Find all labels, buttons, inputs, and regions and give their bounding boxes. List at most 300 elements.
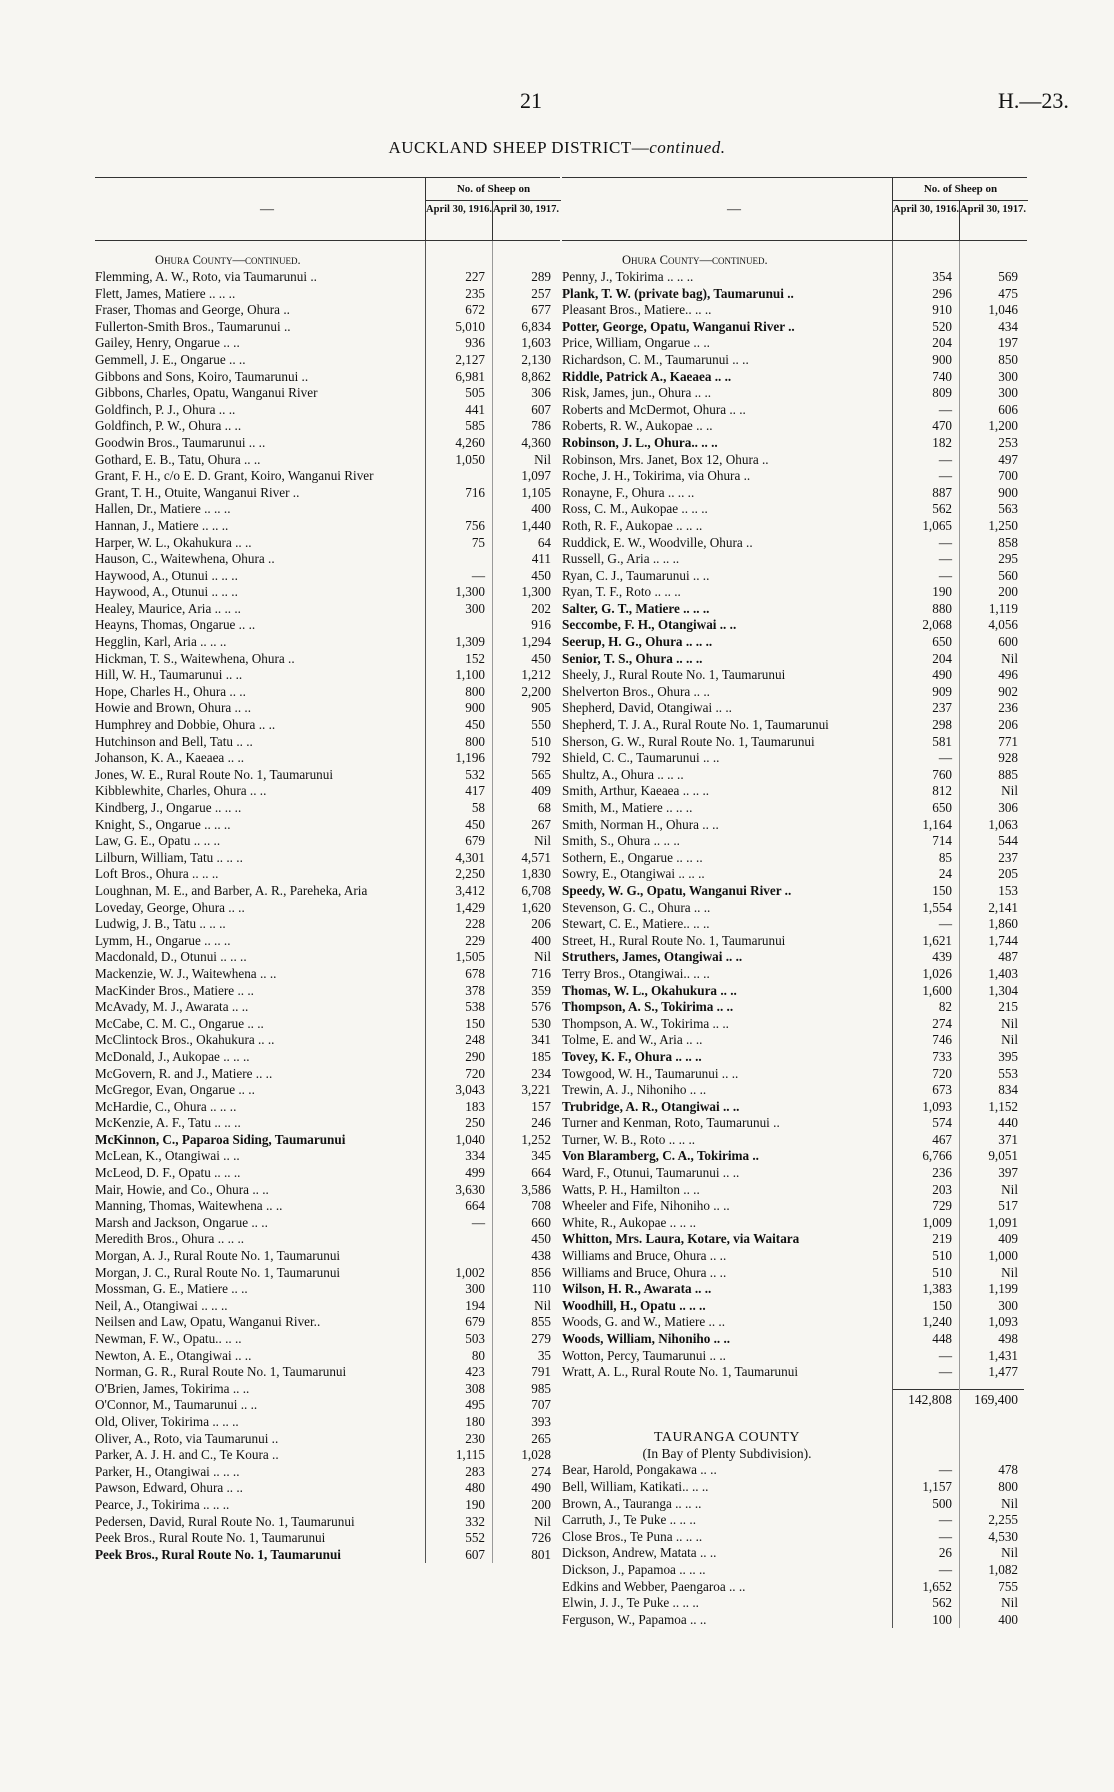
count-1917: 234 [531, 1065, 551, 1081]
count-1917: 1,212 [521, 667, 551, 683]
count-1916: — [938, 401, 952, 417]
count-1916: 740 [932, 368, 952, 384]
count-1916: — [471, 567, 485, 583]
holder-name: Grant, F. H., c/o E. D. Grant, Koiro, Wanganui River [95, 468, 374, 484]
table-row [95, 949, 560, 966]
holder-name: McGovern, R. and J., Matiere .. .. [95, 1065, 273, 1081]
holder-name: Williams and Bruce, Ohura .. .. [562, 1248, 727, 1264]
count-1916: 574 [932, 1115, 952, 1131]
holder-name: Goodwin Bros., Taumarunui .. .. [95, 434, 266, 450]
count-1917: 450 [531, 650, 551, 666]
holder-name: Gothard, E. B., Tatu, Ohura .. .. [95, 451, 261, 467]
holder-name: Von Blaramberg, C. A., Tokirima .. [562, 1148, 759, 1164]
count-1917: 1,082 [988, 1561, 1018, 1577]
table-row [562, 983, 1027, 1000]
count-1917: 306 [998, 800, 1018, 815]
count-1917: 885 [998, 766, 1018, 782]
count-1916: 100 [932, 1611, 952, 1627]
table-row [95, 352, 560, 369]
holder-name: Russell, G., Aria .. .. .. [562, 551, 680, 567]
count-1916: 1,115 [455, 1447, 485, 1463]
count-1917: 341 [531, 1032, 551, 1048]
count-1916: 679 [465, 833, 485, 849]
table-row [95, 1115, 560, 1132]
table-row [95, 1082, 560, 1099]
table-row [562, 1132, 1027, 1149]
holder-name: Loft Bros., Ohura .. .. .. [95, 866, 219, 882]
holder-name: Hickman, T. S., Waitewhena, Ohura .. [95, 650, 295, 666]
table-row [562, 800, 1027, 817]
table-row [95, 983, 560, 1000]
count-1917: 345 [531, 1148, 551, 1164]
count-1916 [425, 617, 491, 634]
table-row [562, 302, 1027, 319]
count-1916: 673 [932, 1082, 952, 1098]
table-row [562, 1479, 1027, 1496]
count-1917: 2,130 [521, 351, 551, 367]
count-1916: 190 [465, 1496, 485, 1512]
table-row [562, 1231, 1027, 1248]
holder-name: Jones, W. E., Rural Route No. 1, Taumarunui [95, 766, 334, 782]
table-row [95, 1464, 560, 1481]
table-row [562, 1032, 1027, 1049]
table-row [95, 1414, 560, 1431]
count-1916: 1,093 [922, 1098, 952, 1114]
holder-name: Woodhill, H., Opatu .. .. .. [562, 1297, 706, 1313]
count-1917: 2,141 [988, 899, 1018, 915]
count-1917: 295 [998, 551, 1018, 567]
table-row [562, 452, 1027, 469]
count-1916: 880 [932, 600, 952, 616]
count-1916: 4,260 [455, 434, 485, 450]
table-row [562, 700, 1027, 717]
count-1916: 3,412 [455, 882, 485, 898]
holder-name: Risk, James, jun., Ohura .. .. [562, 385, 712, 401]
table-row [95, 684, 560, 701]
holder-name: Sothern, E., Ongarue .. .. .. [562, 849, 703, 865]
table-row [95, 551, 560, 568]
holder-name: Roberts and McDermot, Ohura .. .. [562, 401, 746, 417]
table-row [562, 369, 1027, 386]
count-1916: 1,196 [455, 750, 485, 766]
holder-name: Elwin, J. J., Te Puke .. .. .. [562, 1595, 699, 1611]
holder-name: Woods, William, Nihoniho .. .. [562, 1331, 731, 1346]
count-1917: Nil [1001, 1181, 1018, 1197]
count-1917: 1,477 [988, 1364, 1018, 1380]
table-row [562, 1182, 1027, 1199]
count-1917: 569 [998, 269, 1018, 284]
holder-name: Williams and Bruce, Ohura .. .. [562, 1264, 727, 1280]
count-1916: — [938, 1512, 952, 1528]
holder-name: Shepherd, T. J. A., Rural Route No. 1, Taumarunui [562, 717, 829, 733]
count-1917: 450 [531, 1231, 551, 1247]
holder-name: Shield, C. C., Taumarunui .. .. [562, 750, 720, 766]
table-row [95, 1148, 560, 1165]
count-1917: 2,200 [521, 683, 551, 699]
table-row [562, 1529, 1027, 1546]
page-title: AUCKLAND SHEEP DISTRICT—continued. [388, 138, 726, 157]
count-1916: 296 [932, 285, 952, 301]
count-1917: 4,056 [988, 617, 1018, 633]
table-row [95, 651, 560, 668]
table-row [562, 1281, 1027, 1298]
count-1916 [425, 468, 491, 485]
count-1917: 496 [998, 667, 1018, 683]
holder-name: Sowry, E., Otangiwai .. .. .. [562, 866, 705, 882]
table-row [95, 634, 560, 651]
holder-name: MacKinder Bros., Matiere .. .. [95, 982, 254, 998]
count-1917: 498 [998, 1331, 1018, 1346]
count-1917: 6,708 [521, 882, 551, 898]
table-row [562, 1016, 1027, 1033]
year-1917-header: April 30, 1917. [959, 200, 1026, 240]
holder-name: Speedy, W. G., Opatu, Wanganui River .. [562, 882, 792, 898]
count-1917: 544 [998, 833, 1018, 849]
count-1917: Nil [1001, 650, 1018, 666]
count-1917: 64 [537, 534, 551, 550]
count-1916: 152 [465, 650, 485, 666]
table-row [562, 269, 1027, 286]
count-1917: 289 [531, 269, 551, 284]
count-1917: 110 [531, 1281, 551, 1297]
count-1916: 4,301 [455, 849, 485, 865]
count-1917: 834 [998, 1082, 1018, 1098]
count-1917: 1,000 [988, 1248, 1018, 1264]
count-1916: 204 [932, 650, 952, 666]
count-1916: 650 [932, 634, 952, 650]
holder-name: Gailey, Henry, Ongarue .. .. [95, 335, 240, 351]
count-1916: 900 [465, 700, 485, 716]
count-1916: — [938, 916, 952, 932]
holder-name: Hallen, Dr., Matiere .. .. .. [95, 501, 231, 517]
holder-name: Shultz, A., Ohura .. .. .. [562, 766, 684, 782]
holder-name: Hegglin, Karl, Aria .. .. .. [95, 634, 227, 650]
document-code: H.—23. [998, 88, 1069, 113]
count-1916: 800 [465, 683, 485, 699]
table-row [95, 767, 560, 784]
holder-name: Haywood, A., Otunui .. .. .. [95, 584, 238, 600]
count-1917: 1,830 [521, 866, 551, 882]
count-1917: 450 [531, 567, 551, 583]
count-1916: 75 [471, 534, 485, 550]
count-1917: 791 [531, 1364, 551, 1380]
holder-name: McClintock Bros., Okahukura .. .. [95, 1032, 275, 1048]
count-1917: Nil [1001, 783, 1018, 799]
table-row [95, 999, 560, 1016]
count-1916: 1,157 [922, 1478, 952, 1494]
count-1917: 801 [531, 1546, 551, 1562]
count-1917: 707 [531, 1397, 551, 1413]
holder-name: White, R., Aukopae .. .. .. [562, 1214, 697, 1230]
table-row [95, 435, 560, 452]
table-row [562, 518, 1027, 535]
holder-name: McGregor, Evan, Ongarue .. .. [95, 1082, 255, 1098]
holder-name: Roche, J. H., Tokirima, via Ohura .. [562, 468, 751, 484]
count-1917: 215 [998, 999, 1018, 1015]
count-1916: 532 [465, 766, 485, 782]
table-row [95, 1480, 560, 1497]
table-row [562, 501, 1027, 518]
count-1917: 157 [531, 1098, 551, 1114]
count-1916 [425, 1231, 491, 1248]
table-row [95, 518, 560, 535]
holder-name: Ferguson, W., Papamoa .. .. [562, 1611, 707, 1627]
table-row [95, 1447, 560, 1464]
count-1917: 1,294 [521, 634, 551, 650]
count-1917: 850 [998, 351, 1018, 367]
count-1916: 203 [932, 1181, 952, 1197]
holder-name: Manning, Thomas, Waitewhena .. .. [95, 1198, 283, 1214]
count-1916: 1,652 [922, 1578, 952, 1594]
holder-name: Plank, T. W. (private bag), Taumarunui .. [562, 285, 794, 301]
holder-name: Lymm, H., Ongarue .. .. .. [95, 932, 231, 948]
count-1916: 3,043 [455, 1082, 485, 1098]
count-1917: 257 [531, 285, 551, 301]
holder-name: Marsh and Jackson, Ongarue .. .. [95, 1214, 268, 1230]
table-row [95, 485, 560, 502]
table-row [95, 584, 560, 601]
count-1917: 1,152 [988, 1098, 1018, 1114]
holder-name: Hauson, C., Waitewhena, Ohura .. [95, 551, 275, 567]
count-1916: — [938, 534, 952, 550]
count-1916: 650 [932, 800, 952, 815]
count-1917: 236 [998, 700, 1018, 716]
count-1917: 300 [998, 1297, 1018, 1313]
table-row [95, 1132, 560, 1149]
right-table [562, 177, 1027, 1628]
table-row [95, 966, 560, 983]
count-1917: 1,046 [988, 302, 1018, 318]
table-row [95, 1348, 560, 1365]
count-1917: 395 [998, 1048, 1018, 1064]
holder-name: Newton, A. E., Otangiwai .. .. [95, 1347, 252, 1363]
table-row [562, 1496, 1027, 1513]
count-1916: 82 [938, 999, 952, 1015]
count-1917: 1,091 [988, 1214, 1018, 1230]
holder-name: Loveday, George, Ohura .. .. [95, 899, 245, 915]
table-row [562, 651, 1027, 668]
holder-name: Bear, Harold, Pongakawa .. .. [562, 1462, 717, 1478]
table-row [95, 1066, 560, 1083]
table-row [562, 900, 1027, 917]
table-header: — No. of Sheep on April 30, 1916. April 30, 1917. [95, 177, 560, 241]
table-row [95, 1281, 560, 1298]
table-row [562, 1462, 1027, 1479]
count-1917: 265 [531, 1430, 551, 1446]
count-1917: 1,620 [521, 899, 551, 915]
count-1916: — [938, 750, 952, 766]
holder-name: Robinson, J. L., Ohura.. .. .. [562, 434, 718, 450]
holder-name: Flett, James, Matiere .. .. .. [95, 285, 236, 301]
holder-name: Heayns, Thomas, Ongarue .. .. [95, 617, 256, 633]
table-row [95, 734, 560, 751]
count-1917: 279 [531, 1331, 551, 1346]
count-1917: 434 [998, 318, 1018, 334]
count-1917: Nil [1001, 1495, 1018, 1511]
count-1916: 450 [465, 717, 485, 733]
count-1916: 729 [932, 1198, 952, 1214]
count-1917: 35 [537, 1347, 551, 1363]
holder-name: Sherson, G. W., Rural Route No. 1, Taumarunui [562, 733, 815, 749]
table-row [95, 1165, 560, 1182]
table-row [562, 949, 1027, 966]
count-1916: — [938, 1561, 952, 1577]
count-1917: 1,744 [988, 932, 1018, 948]
count-1916: 423 [465, 1364, 485, 1380]
count-1916: 720 [465, 1065, 485, 1081]
count-1916: 204 [932, 335, 952, 351]
table-row [95, 418, 560, 435]
table-row [95, 1547, 560, 1564]
count-1917: 197 [998, 335, 1018, 351]
holder-name: O'Brien, James, Tokirima .. .. [95, 1380, 250, 1396]
count-1917: 4,530 [988, 1528, 1018, 1544]
count-1917: 306 [531, 385, 551, 401]
table-row [562, 1265, 1027, 1282]
count-1917: 300 [998, 385, 1018, 401]
holder-name: Ross, C. M., Aukopae .. .. .. [562, 501, 708, 517]
count-1917: 553 [998, 1065, 1018, 1081]
count-1916: 237 [932, 700, 952, 716]
count-1916: 1,100 [455, 667, 485, 683]
year-1917-header: April 30, 1917. [492, 200, 559, 240]
table-row [562, 1082, 1027, 1099]
count-1916: — [938, 1462, 952, 1478]
table-row [562, 435, 1027, 452]
table-row [95, 319, 560, 336]
table-row [562, 1165, 1027, 1182]
table-row [562, 850, 1027, 867]
count-1916: 1,164 [922, 816, 952, 832]
holder-name: Ryan, C. J., Taumarunui .. .. [562, 567, 710, 583]
count-1917: 206 [531, 916, 551, 932]
left-table-body [95, 241, 560, 1563]
count-1916: 1,009 [922, 1214, 952, 1230]
count-1916: 470 [932, 418, 952, 434]
table-row [95, 1530, 560, 1547]
count-1917: 274 [531, 1463, 551, 1479]
table-row [95, 800, 560, 817]
holder-name: Grant, T. H., Otuite, Wanganui River .. [95, 484, 300, 500]
count-1916: 450 [465, 816, 485, 832]
holder-name: Struthers, James, Otangiwai .. .. [562, 949, 743, 965]
table-row [562, 319, 1027, 336]
count-1916: — [938, 1347, 952, 1363]
holder-name: Mossman, G. E., Matiere .. .. [95, 1281, 248, 1297]
table-row [562, 286, 1027, 303]
count-1917: 664 [531, 1165, 551, 1181]
table-row [95, 833, 560, 850]
count-1917: 576 [531, 999, 551, 1015]
holder-name: Dickson, Andrew, Matata .. .. [562, 1545, 717, 1561]
count-1917: 185 [531, 1048, 551, 1064]
count-1916: 80 [471, 1347, 485, 1363]
holder-name: Goldfinch, P. W., Ohura .. .. [95, 418, 242, 434]
table-row [562, 1198, 1027, 1215]
holder-name: Lilburn, William, Tatu .. .. .. [95, 849, 243, 865]
table-row [95, 933, 560, 950]
holder-name: Seerup, H. G., Ohura .. .. .. [562, 634, 713, 650]
count-1917: Nil [534, 1297, 551, 1313]
table-row [95, 286, 560, 303]
table-row [562, 916, 1027, 933]
count-1917: 716 [531, 965, 551, 981]
count-1916: 672 [465, 302, 485, 318]
holder-name: Hannan, J., Matiere .. .. .. [95, 517, 229, 533]
holder-name: Neil, A., Otangiwai .. .. .. [95, 1297, 228, 1313]
table-header: — No. of Sheep on April 30, 1916. April 30, 1917. [562, 177, 1027, 241]
count-1916: 538 [465, 999, 485, 1015]
holder-name: Trewin, A. J., Nihoniho .. .. [562, 1082, 707, 1098]
holder-name: Roberts, R. W., Aukopae .. .. [562, 418, 713, 434]
holder-name: Robinson, Mrs. Janet, Box 12, Ohura .. [562, 451, 769, 467]
count-1917: 475 [998, 285, 1018, 301]
count-1917: Nil [1001, 1032, 1018, 1048]
count-1916: 562 [932, 501, 952, 517]
count-1916: 85 [938, 849, 952, 865]
holder-name: Mackenzie, W. J., Waitewhena .. .. [95, 965, 277, 981]
count-1916: — [938, 1528, 952, 1544]
table-row [562, 1248, 1027, 1265]
holder-name: Shelverton Bros., Ohura .. .. [562, 683, 710, 699]
holder-name: Wotton, Percy, Taumarunui .. .. [562, 1347, 726, 1363]
holder-name: Howie and Brown, Ohura .. .. [95, 700, 252, 716]
holder-name: McCabe, C. M. C., Ongarue .. .. [95, 1015, 264, 1031]
count-1917: 411 [531, 551, 551, 567]
count-1917: 928 [998, 750, 1018, 766]
holder-name: Parker, A. J. H. and C., Te Koura .. [95, 1447, 279, 1463]
table-row [95, 1198, 560, 1215]
table-row [95, 783, 560, 800]
table-row [562, 684, 1027, 701]
holder-name: Turner and Kenman, Roto, Taumarunui .. [562, 1115, 780, 1131]
table-row [95, 1182, 560, 1199]
table-row [95, 900, 560, 917]
holder-name: Smith, Norman H., Ohura .. .. [562, 816, 719, 832]
count-1916: 756 [465, 517, 485, 533]
count-1916: 1,383 [922, 1281, 952, 1297]
holder-name: Woods, G. and W., Matiere .. .. [562, 1314, 726, 1330]
table-row [95, 335, 560, 352]
count-1917: 2,255 [988, 1512, 1018, 1528]
count-1916: 812 [932, 783, 952, 799]
holder-name: Watts, P. H., Hamilton .. .. [562, 1181, 700, 1197]
count-1917: 677 [531, 302, 551, 318]
count-1916: 150 [932, 882, 952, 898]
count-1917: Nil [534, 451, 551, 467]
count-1917: 563 [998, 501, 1018, 517]
count-1917: 1,028 [521, 1447, 551, 1463]
count-1916: 300 [465, 1281, 485, 1297]
count-1917: 1,063 [988, 816, 1018, 832]
count-1916: — [471, 1214, 485, 1230]
holder-name: Parker, H., Otangiwai .. .. .. [95, 1463, 240, 1479]
count-1917: Nil [534, 833, 551, 849]
count-1917: 400 [998, 1611, 1018, 1627]
count-1917: 1,105 [521, 484, 551, 500]
holder-name: Fullerton-Smith Bros., Taumarunui .. [95, 318, 291, 334]
table-row [562, 1099, 1027, 1116]
holder-name: McKenzie, A. F., Tatu .. .. .. [95, 1115, 241, 1131]
count-1917: 3,586 [521, 1181, 551, 1197]
holder-name: Haywood, A., Otunui .. .. .. [95, 567, 238, 583]
count-1917: 771 [998, 733, 1018, 749]
count-1917: 6,834 [521, 318, 551, 334]
total-1917: 169,400 [958, 1389, 1024, 1409]
table-row [562, 418, 1027, 435]
count-1917: 560 [998, 567, 1018, 583]
count-1917: 1,097 [521, 468, 551, 484]
